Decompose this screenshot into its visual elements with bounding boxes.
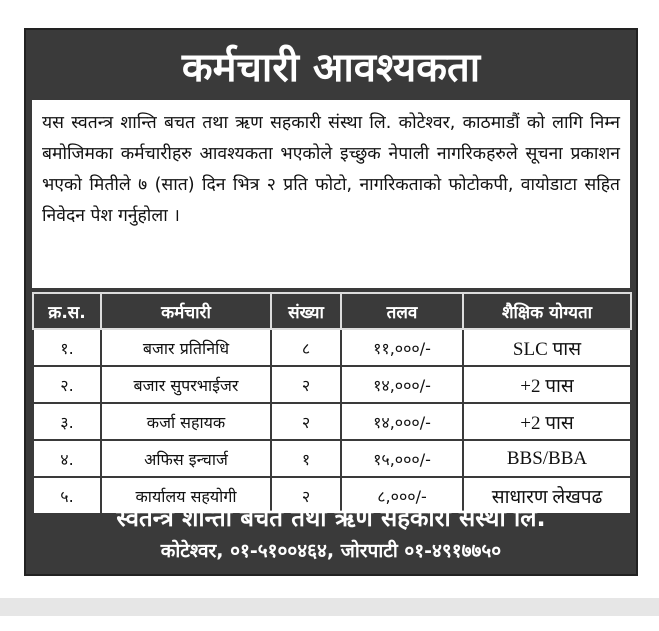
vacancy-table — [32, 292, 632, 515]
contact-info: कोटेश्वर, ०१-५१००४६४, जोरपाटी ०१-४९१७७५० — [160, 540, 502, 562]
cell-count: १ — [271, 440, 341, 477]
job-advertisement — [24, 28, 638, 576]
table-row — [33, 329, 631, 366]
cell-serial: ५. — [33, 477, 101, 514]
header-position: कर्मचारी — [101, 293, 271, 329]
organization-name: स्वतन्त्र शान्ती बचत तथा ऋण सहकारी संस्था लि. — [116, 504, 546, 532]
ad-title: कर्मचारी आवश्यकता — [181, 44, 481, 91]
cell-count: २ — [271, 366, 341, 403]
cell-salary: १४,०००/- — [341, 403, 463, 440]
page-bottom-strip — [0, 598, 659, 616]
cell-qualification: +2 पास — [463, 366, 631, 403]
cell-qualification: साधारण लेखपढ — [463, 477, 631, 514]
cell-count: ८ — [271, 329, 341, 366]
cell-count: २ — [271, 403, 341, 440]
header-qualification: शैक्षिक योग्यता — [463, 293, 631, 329]
notice-text: यस स्वतन्त्र शान्ति बचत तथा ऋण सहकारी संस्था लि. कोटेश्वर, काठमाडौं को लागि निम्न बमोजिमका कर्मचारीहरु आवश्यकता भएकोले इच्छुक नेपाली नागरिकहरुले सूचना प्रकाशन भएको मितीले ७ (सात) दिन भित्र २ प्रति फोटो, नागरिकताको फोटोकपी, वायोडाटा सहित निवेदन पेश गर्नुहोला । — [32, 100, 630, 288]
cell-salary: १५,०००/- — [341, 440, 463, 477]
cell-position: कार्यालय सहयोगी — [101, 477, 271, 514]
cell-qualification: BBS/BBA — [463, 440, 631, 477]
table-row — [33, 440, 631, 477]
cell-serial: ३. — [33, 403, 101, 440]
table-header-row — [33, 293, 631, 329]
cell-salary: ११,०००/- — [341, 329, 463, 366]
cell-position: अफिस इन्चार्ज — [101, 440, 271, 477]
header-serial: क्र.स. — [33, 293, 101, 329]
cell-serial: १. — [33, 329, 101, 366]
cell-salary: ८,०००/- — [341, 477, 463, 514]
cell-position: कर्जा सहायक — [101, 403, 271, 440]
cell-serial: ४. — [33, 440, 101, 477]
cell-serial: २. — [33, 366, 101, 403]
cell-salary: १४,०००/- — [341, 366, 463, 403]
header-salary: तलव — [341, 293, 463, 329]
table-row — [33, 403, 631, 440]
cell-position: बजार सुपरभाईजर — [101, 366, 271, 403]
cell-count: २ — [271, 477, 341, 514]
header-count: संख्या — [271, 293, 341, 329]
cell-position: बजार प्रतिनिधि — [101, 329, 271, 366]
table-row — [33, 366, 631, 403]
ad-footer — [26, 500, 636, 566]
cell-qualification: +2 पास — [463, 403, 631, 440]
cell-qualification: SLC पास — [463, 329, 631, 366]
